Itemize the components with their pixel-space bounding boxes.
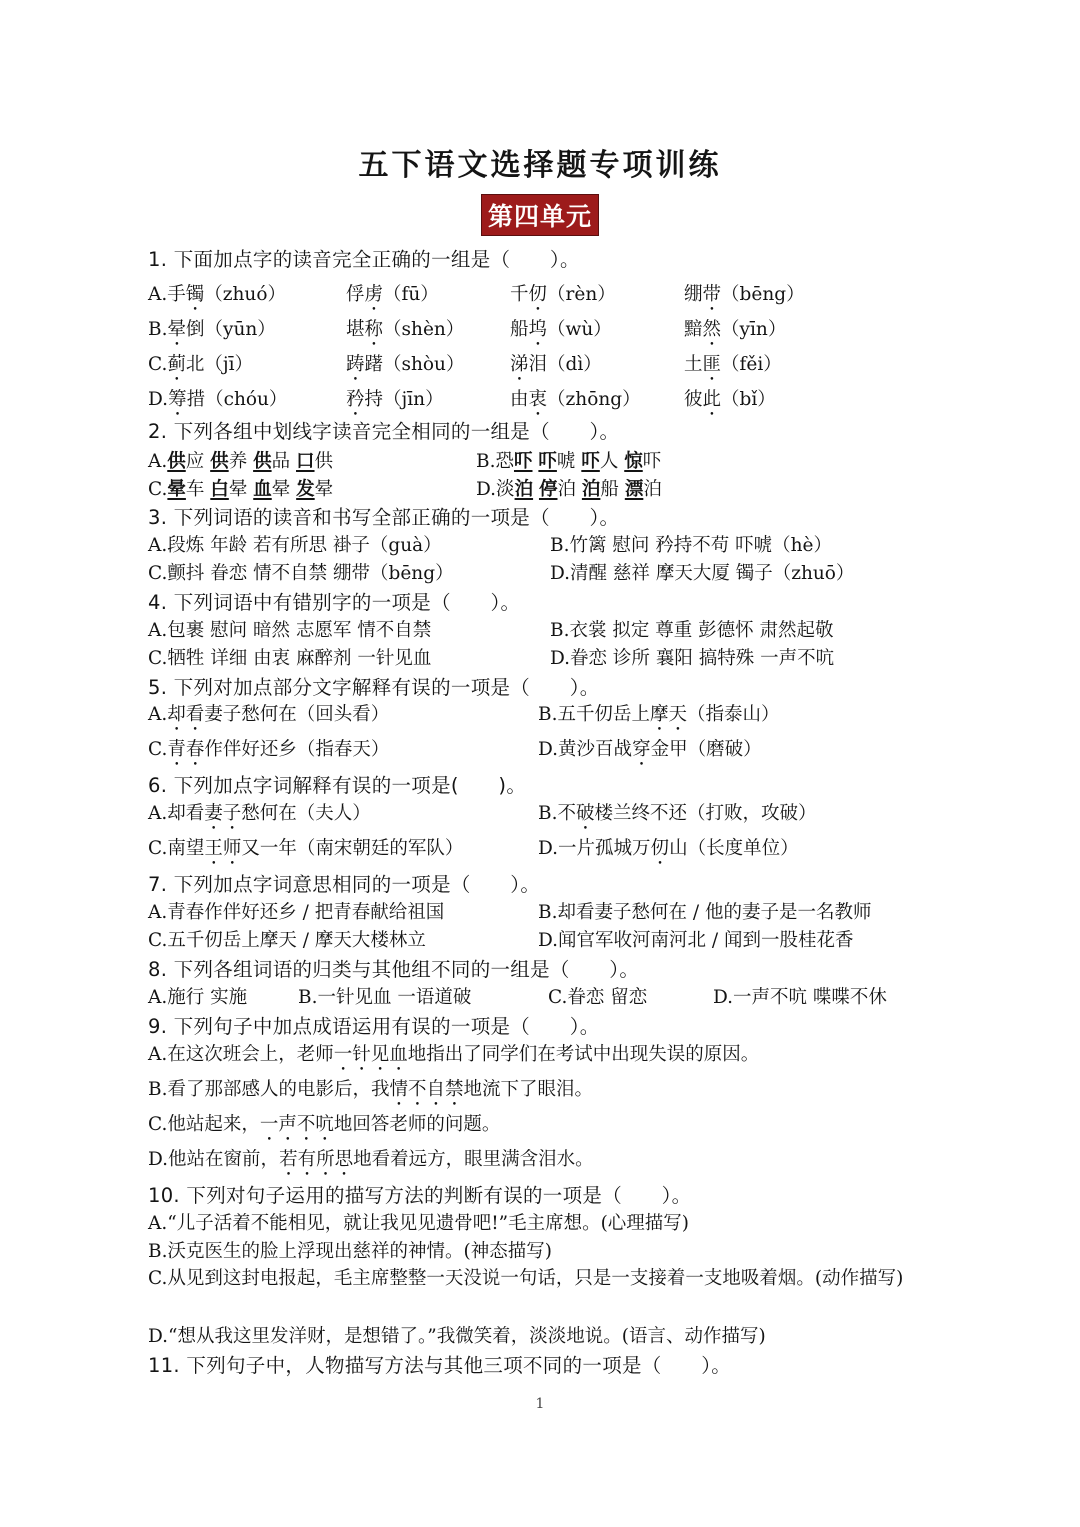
- option-text: 地回答老师的问题。: [333, 1114, 501, 1135]
- dotted-idiom: 一针见血: [333, 1044, 408, 1065]
- dotted-idiom: 情不自禁: [389, 1079, 464, 1100]
- dotted-char: 带: [702, 284, 722, 305]
- option: A.施行 实施: [148, 987, 248, 1008]
- option: C.牺牲 详细 由衷 麻醉剂 一针见血: [148, 648, 432, 669]
- dotted-char: 虏: [364, 284, 384, 305]
- option: C.眷恋 留恋: [548, 987, 648, 1008]
- dotted-phrase: 摩天: [649, 704, 687, 725]
- dotted-char: 衷: [528, 389, 548, 410]
- dotted-char: 坞: [528, 319, 548, 340]
- page-title: 五下语文选择题专项训练: [358, 148, 722, 183]
- option-text: 晕: [271, 479, 291, 500]
- option: [538, 834, 799, 869]
- question-stem: 10. 下列对句子运用的描写方法的判断有误的一项是（ ）。: [148, 1184, 692, 1207]
- dotted-idiom: 若有所思: [279, 1149, 354, 1170]
- question-line: [148, 1040, 948, 1075]
- option: A.包裹 慰问 暗然 志愿军 情不自禁: [148, 620, 432, 641]
- option: [148, 385, 287, 420]
- option-text: 应: [185, 451, 205, 472]
- option-text: 车: [185, 479, 205, 500]
- option: D.闻官军收河南河北 / 闻到一股桂花香: [538, 930, 854, 951]
- option-text: 船: [510, 319, 529, 340]
- dotted-char: 蓟: [167, 354, 186, 375]
- option-text: 泪（dì）: [528, 354, 602, 375]
- underlined-char: 泊: [581, 479, 601, 500]
- option-text: 北（jī）: [185, 354, 254, 375]
- option-text: C.他站起来，: [148, 1114, 260, 1135]
- question-stem: 1. 下面加点字的读音完全正确的一组是（ ）。: [148, 248, 580, 271]
- option-text: A.在这次班会上，老师: [148, 1044, 334, 1065]
- option-text: D.: [148, 389, 169, 410]
- dotted-char: 仞: [528, 284, 548, 305]
- option-text: 躇（shòu）: [364, 354, 465, 375]
- option-text: 土: [684, 354, 703, 375]
- option-text: 金甲（磨破）: [650, 739, 762, 760]
- underlined-char: 漂: [624, 479, 644, 500]
- dotted-char: 然: [702, 319, 722, 340]
- option-text: 晕: [314, 479, 334, 500]
- option: [510, 350, 602, 385]
- question-line: [148, 1145, 948, 1180]
- option: [148, 280, 286, 315]
- option-text: 山（长度单位）: [669, 838, 799, 859]
- option-text: 妻子愁何在（回头看）: [204, 704, 390, 725]
- option-text: B.看了那部感人的电影后，我: [148, 1079, 390, 1100]
- option-text: （wù）: [547, 319, 612, 340]
- option: [476, 475, 662, 501]
- option: [510, 385, 641, 420]
- option-text: 作伴好还乡（指春天）: [204, 739, 390, 760]
- question-line: [148, 1110, 948, 1145]
- dotted-char: 踌: [346, 354, 365, 375]
- underlined-char: 惊: [624, 451, 643, 472]
- option-text: 人: [599, 451, 619, 472]
- option-text: 品: [271, 451, 291, 472]
- page-number: 1: [535, 1396, 545, 1412]
- dotted-phrase: 穿: [632, 739, 651, 760]
- dotted-idiom: 一声不吭: [259, 1114, 334, 1135]
- option-text: D.一片孤城万: [538, 838, 651, 859]
- dotted-char: 镯: [185, 284, 205, 305]
- option-text: 楼兰终不还（打败，攻破）: [594, 803, 817, 824]
- dotted-char: 筹: [168, 389, 187, 410]
- question-stem: 8. 下列各组词语的归类与其他组不同的一组是（ ）。: [148, 958, 640, 981]
- option: [148, 799, 371, 834]
- option-text: 供: [314, 451, 334, 472]
- underlined-char: 吓: [513, 451, 533, 472]
- option-text: 由: [510, 389, 529, 410]
- option: C.颤抖 眷恋 情不自禁 绷带（bēng）: [148, 563, 454, 584]
- dotted-char: 晕: [167, 319, 186, 340]
- unit-badge: 第四单元: [481, 194, 599, 236]
- option-text: 倒（yūn）: [186, 319, 276, 340]
- underlined-char: 停: [538, 479, 558, 500]
- option: [510, 315, 612, 350]
- question-line: [148, 1075, 948, 1110]
- option-text: 唬: [556, 451, 576, 472]
- option-text: B.五千仞岳上: [538, 704, 650, 725]
- dotted-char: 矜: [346, 389, 365, 410]
- option-text: D.他站在窗前，: [148, 1149, 280, 1170]
- option-text: （shèn）: [383, 319, 465, 340]
- dotted-char: 涕: [510, 354, 529, 375]
- option-text: （zhuó）: [204, 284, 286, 305]
- option-text: B.不: [538, 803, 576, 824]
- underlined-char: 吓: [538, 451, 557, 472]
- option: [148, 834, 463, 869]
- option-text: B.恐: [476, 451, 514, 472]
- underlined-char: 发: [296, 479, 315, 500]
- option-text: （rèn）: [547, 284, 616, 305]
- option-text: 吓: [642, 451, 662, 472]
- option: [148, 350, 253, 385]
- question-line: A.“儿子活着不能相见，就让我见见遗骨吧!”毛主席想。(心理描写): [148, 1213, 690, 1234]
- option-text: （zhōng）: [547, 389, 641, 410]
- option: [148, 735, 389, 770]
- option: D.一声不吭 喋喋不休: [713, 987, 887, 1008]
- underlined-char: 泊: [514, 479, 534, 500]
- option-text: B.: [148, 319, 168, 340]
- option-text: （fū）: [383, 284, 439, 305]
- underlined-char: 白: [210, 479, 229, 500]
- option: [346, 280, 439, 315]
- option-text: A.: [148, 451, 168, 472]
- option-text: D.黄沙百战: [538, 739, 633, 760]
- option: B.竹篱 慰问 矜持不苟 吓唬（hè）: [550, 535, 832, 556]
- dotted-char: 匪: [702, 354, 722, 375]
- option: [684, 385, 776, 420]
- dotted-phrase: 妻子: [204, 803, 242, 824]
- option: B.却看妻子愁何在 / 他的妻子是一名教师: [538, 902, 872, 923]
- underlined-char: 供: [210, 451, 229, 472]
- dotted-phrase: 王师: [204, 838, 242, 859]
- underlined-char: 吓: [581, 451, 600, 472]
- option-text: 地指出了同学们在考试中出现失误的原因。: [407, 1044, 760, 1065]
- underlined-char: 晕: [167, 479, 186, 500]
- option: B.一针见血 一语道破: [298, 987, 472, 1008]
- underlined-char: 供: [167, 451, 186, 472]
- option: C.五千仞岳上摩天 / 摩天大楼林立: [148, 930, 426, 951]
- underlined-char: 供: [253, 451, 272, 472]
- option: [684, 280, 805, 315]
- option-text: 愁何在（夫人）: [241, 803, 371, 824]
- option-text: 黯: [684, 319, 703, 340]
- option: [148, 700, 389, 735]
- option-text: 地看着远方，眼里满含泪水。: [353, 1149, 594, 1170]
- option: [346, 350, 464, 385]
- option: [148, 315, 276, 350]
- option: A.青春作伴好还乡 / 把青春献给祖国: [148, 902, 445, 923]
- question-stem: 11. 下列句子中，人物描写方法与其他三项不同的一项是（ ）。: [148, 1354, 732, 1377]
- option-text: C.南望: [148, 838, 205, 859]
- option: [346, 385, 444, 420]
- question-stem: 3. 下列词语的读音和书写全部正确的一项是（ ）。: [148, 506, 620, 529]
- option: [346, 315, 464, 350]
- option-text: （yīn）: [721, 319, 787, 340]
- dotted-phrase: 青春: [167, 739, 205, 760]
- option-text: 泊: [557, 479, 576, 500]
- option-text: （bǐ）: [721, 389, 776, 410]
- question-line: C.从见到这封电报起，毛主席整整一天没说一句话，只是一支接着一支地吸着烟。(动作描写): [148, 1268, 904, 1289]
- option-text: 泊: [643, 479, 662, 500]
- option: [684, 350, 782, 385]
- option-text: 彼: [684, 389, 703, 410]
- option: B.衣裳 拟定 尊重 彭德怀 肃然起敬: [550, 620, 834, 641]
- option-text: C.: [148, 739, 168, 760]
- question-stem: 6. 下列加点字词解释有误的一项是( )。: [148, 774, 527, 797]
- option: D.清醒 慈祥 摩天大厦 镯子（zhuō）: [550, 563, 855, 584]
- option-text: C.: [148, 479, 168, 500]
- option: [148, 447, 333, 473]
- dotted-phrase: 仞: [650, 838, 670, 859]
- dotted-phrase: 却看: [167, 704, 205, 725]
- option-text: （指泰山）: [687, 704, 780, 725]
- option-text: 千: [510, 284, 529, 305]
- option: [476, 447, 661, 473]
- option: [538, 799, 817, 834]
- dotted-char: 此: [702, 389, 722, 410]
- question-stem: 5. 下列对加点部分文字解释有误的一项是（ ）。: [148, 676, 600, 699]
- option-text: 绷: [684, 284, 703, 305]
- question-stem: 2. 下列各组中划线字读音完全相同的一组是（ ）。: [148, 420, 620, 443]
- question-line: D.“想从我这里发洋财，是想错了。”我微笑着，淡淡地说。(语言、动作描写): [148, 1326, 766, 1347]
- option-text: 地流下了眼泪。: [463, 1079, 594, 1100]
- option-text: 持（jīn）: [364, 389, 444, 410]
- option-text: （fěi）: [721, 354, 782, 375]
- question-line: B.沃克医生的脸上浮现出慈祥的神情。(神态描写): [148, 1241, 552, 1262]
- question-stem: 9. 下列句子中加点成语运用有误的一项是（ ）。: [148, 1015, 600, 1038]
- option-text: 措（chóu）: [186, 389, 288, 410]
- underlined-char: 血: [253, 479, 272, 500]
- option-text: （bēng）: [721, 284, 805, 305]
- dotted-phrase: 破: [575, 803, 595, 824]
- underlined-char: 口: [296, 451, 315, 472]
- option-text: 堪: [346, 319, 365, 340]
- option-text: 养: [228, 451, 248, 472]
- option: [684, 315, 786, 350]
- option-text: A.却看: [148, 803, 205, 824]
- option: D.眷恋 诊所 襄阳 搞特殊 一声不吭: [550, 648, 835, 669]
- dotted-char: 称: [364, 319, 384, 340]
- option-text: C.: [148, 354, 168, 375]
- question-stem: 7. 下列加点字词意思相同的一项是（ ）。: [148, 873, 541, 896]
- option-text: A.: [148, 704, 168, 725]
- option-text: A.手: [148, 284, 186, 305]
- option: [148, 475, 333, 501]
- option-text: 晕: [228, 479, 248, 500]
- option: [538, 735, 762, 770]
- option-text: D.淡: [476, 479, 515, 500]
- option: [538, 700, 780, 735]
- option: A.段炼 年龄 若有所思 褂子（guà）: [148, 535, 442, 556]
- option-text: 又一年（南宋朝廷的军队）: [241, 838, 464, 859]
- option-text: 船: [600, 479, 619, 500]
- option-text: 俘: [346, 284, 365, 305]
- option: [510, 280, 616, 315]
- question-stem: 4. 下列词语中有错别字的一项是（ ）。: [148, 591, 521, 614]
